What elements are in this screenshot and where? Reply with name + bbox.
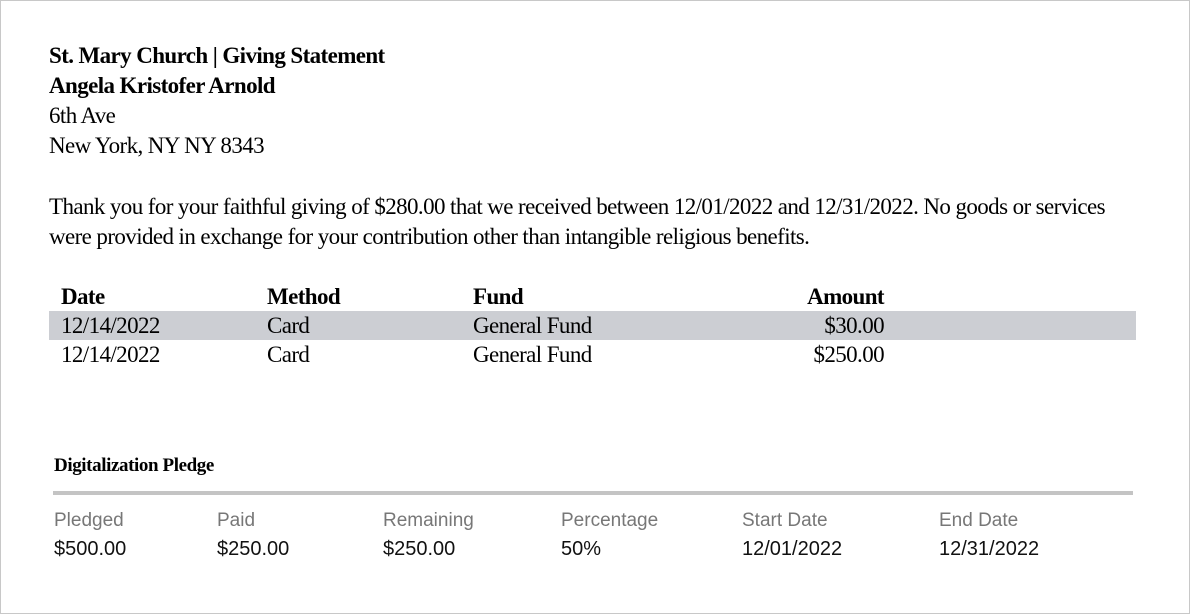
pledge-label: Paid	[217, 510, 256, 531]
statement-title: St. Mary Church | Giving Statement	[49, 43, 385, 68]
thank-you-message: Thank you for your faithful giving of $280.00 that we received between 12/01/2022 and 12/31/2022. No goods or services were provided in exchange for your contribution other than intangible religious benefits.	[49, 194, 1105, 249]
pledge-divider	[53, 491, 1133, 495]
gift-amount: $250.00	[813, 342, 884, 367]
pledge-percentage	[561, 509, 658, 565]
pledge-pledged	[54, 509, 126, 565]
column-header-method: Method	[267, 284, 341, 309]
address-line-2: New York, NY NY 8343	[49, 133, 265, 158]
pledge-label: Remaining	[383, 510, 474, 531]
pledge-value: $500.00	[54, 538, 127, 560]
pledge-label: Start Date	[742, 510, 828, 531]
pledge-title: Digitalization Pledge	[54, 455, 214, 476]
column-header-date: Date	[61, 284, 105, 309]
pledge-paid	[217, 509, 289, 565]
gift-method: Card	[267, 313, 310, 338]
pledge-value: $250.00	[383, 538, 456, 560]
pledge-end-date	[939, 509, 1039, 565]
pledge-value: $250.00	[217, 538, 290, 560]
table-row	[49, 311, 1136, 340]
column-header-fund: Fund	[473, 284, 524, 309]
pledge-label: Pledged	[54, 510, 124, 531]
gift-amount: $30.00	[824, 313, 884, 338]
pledge-label: End Date	[939, 510, 1019, 531]
pledge-label: Percentage	[561, 510, 659, 531]
gift-fund: General Fund	[473, 313, 592, 338]
address-line-1: 6th Ave	[49, 103, 116, 128]
gifts-table	[49, 282, 1136, 369]
pledge-value: 50%	[561, 538, 602, 560]
gift-fund: General Fund	[473, 342, 592, 367]
gift-date: 12/14/2022	[61, 313, 160, 338]
donor-name: Angela Kristofer Arnold	[49, 73, 275, 98]
pledge-start-date	[742, 509, 842, 565]
statement-header	[49, 41, 385, 161]
gift-method: Card	[267, 342, 310, 367]
table-row	[49, 340, 1136, 369]
gifts-table-header	[49, 282, 1136, 311]
pledge-value: 12/01/2022	[742, 538, 843, 560]
gift-date: 12/14/2022	[61, 342, 160, 367]
pledge-value: 12/31/2022	[939, 538, 1040, 560]
column-header-amount: Amount	[807, 284, 884, 309]
pledge-remaining	[383, 509, 474, 565]
